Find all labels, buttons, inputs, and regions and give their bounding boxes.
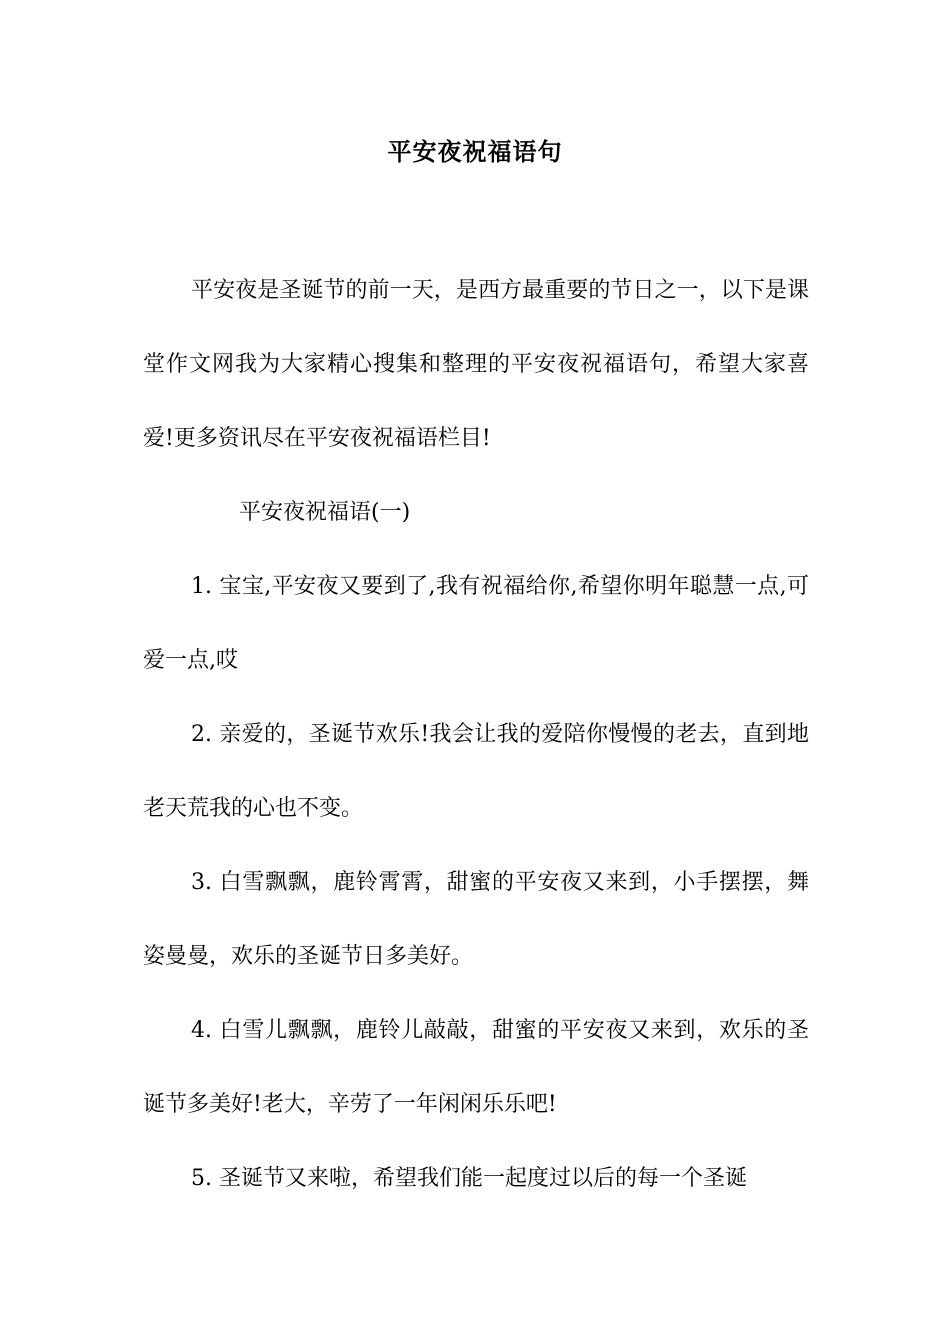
document-title: 平安夜祝福语句 [387, 137, 563, 166]
section-heading: 平安夜祝福语(一) [239, 500, 411, 525]
list-item: 5. 圣诞节又来啦，希望我们能一起度过以后的每一个圣诞 [191, 1166, 747, 1191]
intro-paragraph: 平安夜是圣诞节的前一天，是西方最重要的节日之一，以下是课堂作文网我为大家精心搜集和整理的平安夜祝福语句，希望大家喜爱!更多资讯尽在平安夜祝福语栏目! [143, 278, 809, 451]
list-item: 3. 白雪飘飘，鹿铃霄霄，甜蜜的平安夜又来到，小手摆摆，舞姿曼曼，欢乐的圣诞节日多美好。 [143, 870, 809, 969]
document-body [143, 254, 809, 1216]
list-item: 2. 亲爱的，圣诞节欢乐!我会让我的爱陪你慢慢的老去，直到地老天荒我的心也不变。 [143, 722, 809, 821]
list-item: 4. 白雪儿飘飘，鹿铃儿敲敲，甜蜜的平安夜又来到，欢乐的圣诞节多美好!老大，辛劳了一年闲闲乐乐吧! [143, 1018, 809, 1117]
list-item: 1. 宝宝,平安夜又要到了,我有祝福给你,希望你明年聪慧一点,可爱一点,哎 [143, 574, 809, 673]
